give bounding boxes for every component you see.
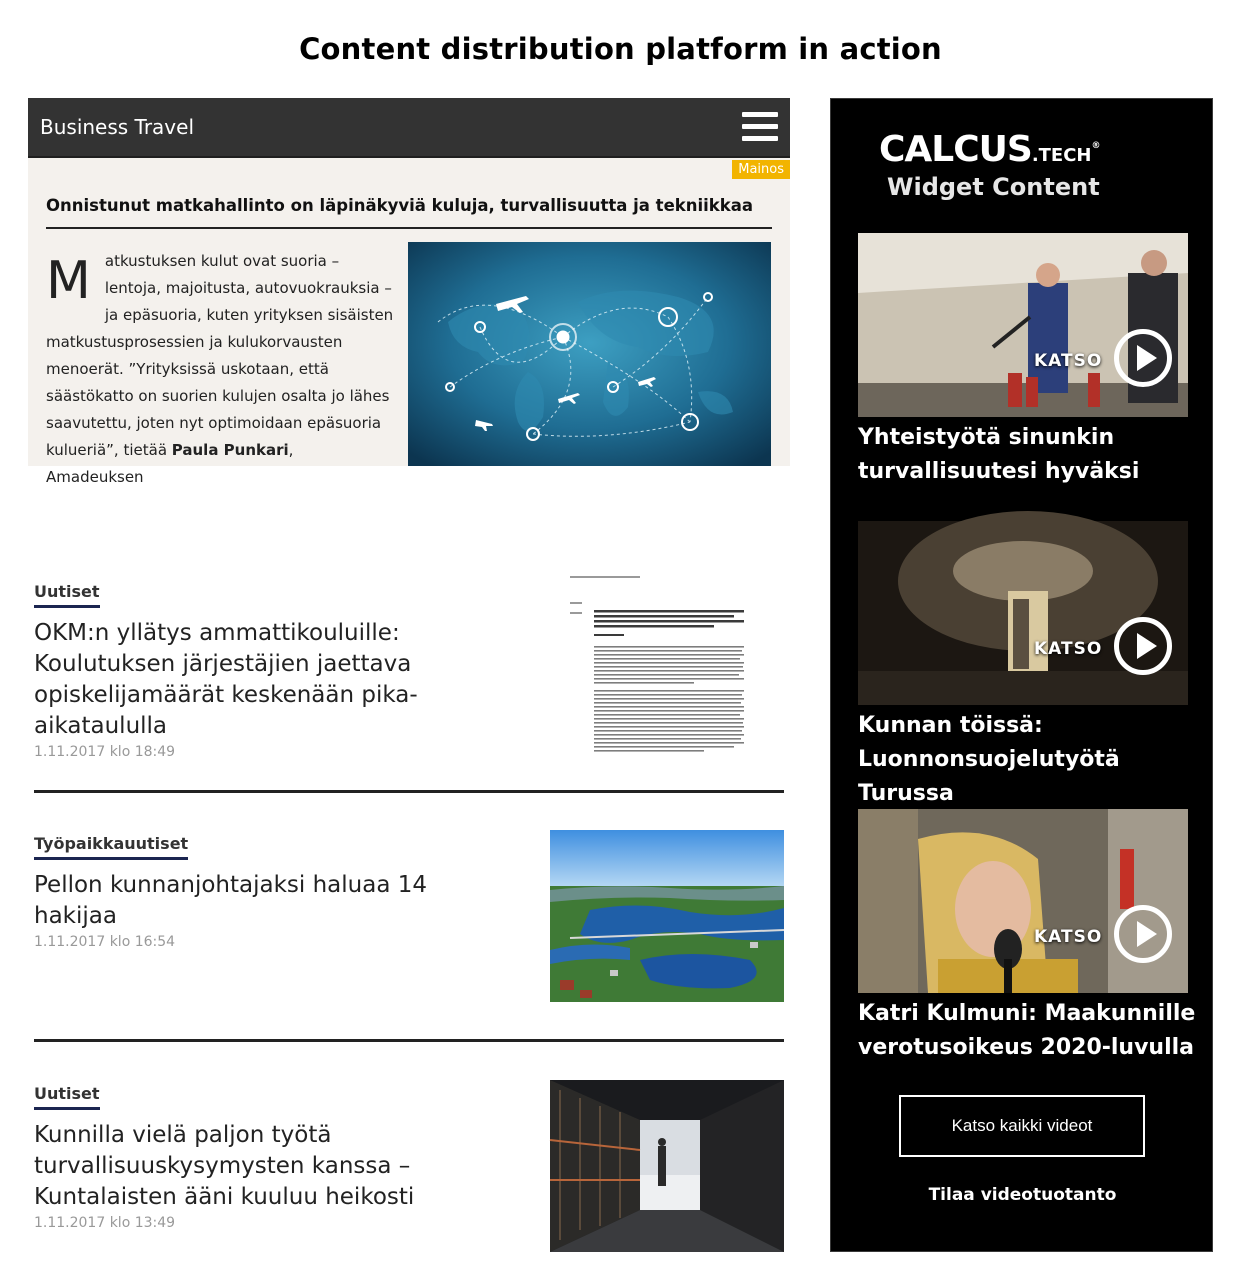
article-text: atkustuksen kulut ovat suoria – lentoja, majoitusta, autovuokrauksia – ja epäsuoria, kuten yrityksen sisäisten matkustusprosessien ja kulukorvausten menoerät. ”Yrityksissä uskotaan, että säästökatto on suorien kulujen osalta jo lähes saavutettu, joten nyt optimoidaan epäsuoria kulueriä”, tietää xyxy=(46,252,394,459)
watch-label: KATSO xyxy=(1034,351,1103,371)
page-title: Content distribution platform in action xyxy=(299,32,942,66)
video-title[interactable]: Yhteistyötä sinunkin turvallisuutesi hyväksi xyxy=(858,425,1140,484)
corridor-thumbnail-image[interactable] xyxy=(550,1080,784,1252)
news-item[interactable] xyxy=(34,1084,514,1231)
business-travel-header xyxy=(28,98,790,158)
hamburger-menu-icon[interactable] xyxy=(742,112,778,142)
video-thumbnail[interactable] xyxy=(858,809,1188,993)
logo-main-text: CALCUS xyxy=(879,129,1032,170)
watch-label: KATSO xyxy=(1034,927,1103,947)
news-title[interactable]: Kunnilla vielä paljon työtä turvallisuuskysymysten kanssa – Kuntalaisten ääni kuuluu heikosti xyxy=(34,1122,415,1210)
article-person-name: Paula Punkari xyxy=(171,441,289,459)
news-date: 1.11.2017 klo 16:54 xyxy=(34,934,176,950)
site-name[interactable]: Business Travel xyxy=(40,115,195,139)
news-date: 1.11.2017 klo 18:49 xyxy=(34,744,176,760)
news-category[interactable]: Uutiset xyxy=(34,582,100,608)
video-thumbnail[interactable] xyxy=(858,233,1188,417)
business-travel-card xyxy=(28,98,790,486)
logo-mark: ® xyxy=(1091,141,1100,151)
widget-subtitle: Widget Content xyxy=(887,173,1100,201)
video-thumbnail[interactable] xyxy=(858,521,1188,705)
world-flight-map-image xyxy=(408,242,771,466)
watch-all-videos-button[interactable]: Katso kaikki videot xyxy=(899,1095,1145,1157)
video-thumbnail-image xyxy=(858,233,1188,417)
video-thumbnail-image xyxy=(858,521,1188,705)
news-category[interactable]: Uutiset xyxy=(34,1084,100,1110)
document-thumbnail-image[interactable] xyxy=(560,574,770,759)
video-thumbnail-image xyxy=(858,809,1188,993)
article-headline[interactable]: Onnistunut matkahallinto on läpinäkyviä kuluja, turvallisuutta ja tekniikkaa xyxy=(46,196,772,229)
news-category[interactable]: Työpaikkauutiset xyxy=(34,834,188,860)
news-divider xyxy=(34,790,784,793)
order-video-production-link[interactable]: Tilaa videotuotanto xyxy=(928,1185,1117,1205)
play-icon[interactable] xyxy=(1114,617,1172,675)
video-title[interactable]: Kunnan töissä: Luonnonsuojelutyötä Turussa xyxy=(858,713,1120,806)
aerial-lake-thumbnail-image[interactable] xyxy=(550,830,784,1002)
watch-label: KATSO xyxy=(1034,639,1103,659)
video-widget xyxy=(830,98,1213,1252)
news-title[interactable]: Pellon kunnanjohtajaksi haluaa 14 hakijaa xyxy=(34,872,427,929)
logo-suffix-text: .TECH xyxy=(1031,145,1092,166)
calcus-logo xyxy=(879,129,1100,170)
news-date: 1.11.2017 klo 13:49 xyxy=(34,1215,176,1231)
drop-cap: M xyxy=(46,251,91,311)
article-body xyxy=(46,248,394,491)
ad-badge: Mainos xyxy=(732,160,790,179)
article-text-end: , Amadeuksen xyxy=(46,441,294,486)
news-title[interactable]: OKM:n yllätys ammattikouluille: Koulutuksen järjestäjien jaettava opiskelijamäärät keskenään pika-aikataululla xyxy=(34,620,418,739)
play-icon[interactable] xyxy=(1114,329,1172,387)
video-title[interactable]: Katri Kulmuni: Maakunnille verotusoikeus 2020-luvulla xyxy=(858,1001,1196,1060)
news-divider xyxy=(34,1039,784,1042)
news-item[interactable] xyxy=(34,834,514,950)
news-item[interactable] xyxy=(34,582,514,760)
play-icon[interactable] xyxy=(1114,905,1172,963)
